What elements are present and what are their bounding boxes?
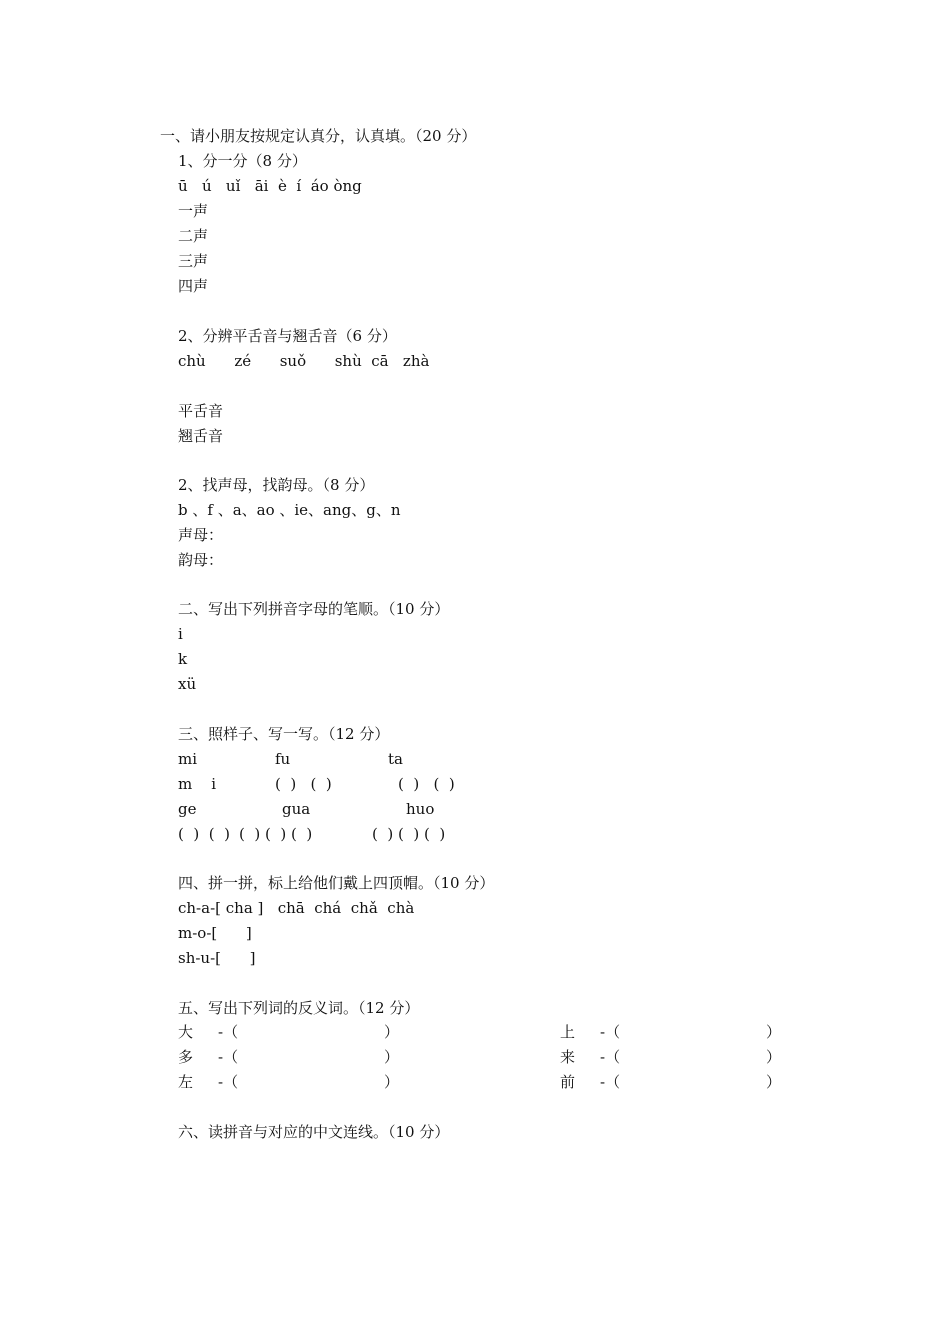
section-5-heading: 五、写出下列词的反义词。（12 分） xyxy=(178,999,420,1017)
initials-label: 声母： xyxy=(178,526,224,544)
q1-letters: ū ú uǐ āi è í áo òng xyxy=(178,177,362,195)
tone-2-label: 二声 xyxy=(178,227,209,245)
tone-mark-line-mo: m-o-[ ] xyxy=(178,924,252,942)
stroke-item-xu: xü xyxy=(178,675,197,693)
q1-title: 1、分一分（8 分） xyxy=(178,152,307,170)
retroflex-label: 翘舌音 xyxy=(178,427,224,445)
blank-fu: ( ) ( ) xyxy=(275,775,332,793)
antonym-close: ） xyxy=(384,1023,400,1041)
tone-mark-line-shu: sh-u-[ ] xyxy=(178,949,256,967)
tone-mark-line-cha: ch-a-[ cha ] chā chá chǎ chà xyxy=(178,899,415,917)
example-m-i: m i xyxy=(178,775,217,793)
antonym-word-qian: 前 xyxy=(560,1073,576,1091)
example-ta: ta xyxy=(388,750,403,768)
q2-title: 2、分辨平舌音与翘舌音（6 分） xyxy=(178,327,397,345)
antonym-open: -（ xyxy=(218,1023,239,1041)
blank-ge: ( ) ( ) xyxy=(178,825,231,843)
stroke-item-k: k xyxy=(178,650,188,668)
antonym-open: -（ xyxy=(600,1048,621,1066)
example-ge: ge xyxy=(178,800,197,818)
section-6-heading: 六、读拼音与对应的中文连线。（10 分） xyxy=(178,1123,450,1141)
antonym-word-zuo: 左 xyxy=(178,1073,194,1091)
tone-3-label: 三声 xyxy=(178,252,209,270)
antonym-open: -（ xyxy=(218,1073,239,1091)
section-4-heading: 四、拼一拼，标上给他们戴上四顶帽。（10 分） xyxy=(178,874,495,892)
antonym-word-lai: 来 xyxy=(560,1048,576,1066)
antonym-close: ） xyxy=(384,1073,400,1091)
antonym-open: -（ xyxy=(600,1023,621,1041)
antonym-word-duo: 多 xyxy=(178,1048,194,1066)
finals-label: 韵母： xyxy=(178,551,224,569)
antonym-close: ） xyxy=(384,1048,400,1066)
example-mi: mi xyxy=(178,750,198,768)
antonym-close: ） xyxy=(766,1023,782,1041)
blank-huo: ( ) ( ) ( ) xyxy=(372,825,446,843)
q2-syllables: chù zé suǒ shù cā zhà xyxy=(178,352,430,370)
q3-letters: b 、f 、a、ao 、ie、ang、g、n xyxy=(178,501,401,519)
section-2-heading: 二、写出下列拼音字母的笔顺。（10 分） xyxy=(178,600,450,618)
section-1-heading: 一、请小朋友按规定认真分，认真填。（20 分） xyxy=(160,127,477,145)
antonym-open: -（ xyxy=(218,1048,239,1066)
antonym-close: ） xyxy=(766,1073,782,1091)
flat-tongue-label: 平舌音 xyxy=(178,402,224,420)
blank-gua: ( ) ( ) ( ) xyxy=(239,825,313,843)
example-huo: huo xyxy=(406,800,435,818)
tone-4-label: 四声 xyxy=(178,277,209,295)
antonym-close: ） xyxy=(766,1048,782,1066)
antonym-open: -（ xyxy=(600,1073,621,1091)
section-3-heading: 三、照样子、写一写。（12 分） xyxy=(178,725,390,743)
example-fu: fu xyxy=(275,750,291,768)
q3-title: 2、找声母，找韵母。（8 分） xyxy=(178,476,375,494)
example-gua: gua xyxy=(282,800,311,818)
tone-1-label: 一声 xyxy=(178,202,209,220)
antonym-word-da: 大 xyxy=(178,1023,194,1041)
stroke-item-i: i xyxy=(178,625,183,643)
blank-ta: ( ) ( ) xyxy=(398,775,455,793)
antonym-word-shang: 上 xyxy=(560,1023,576,1041)
